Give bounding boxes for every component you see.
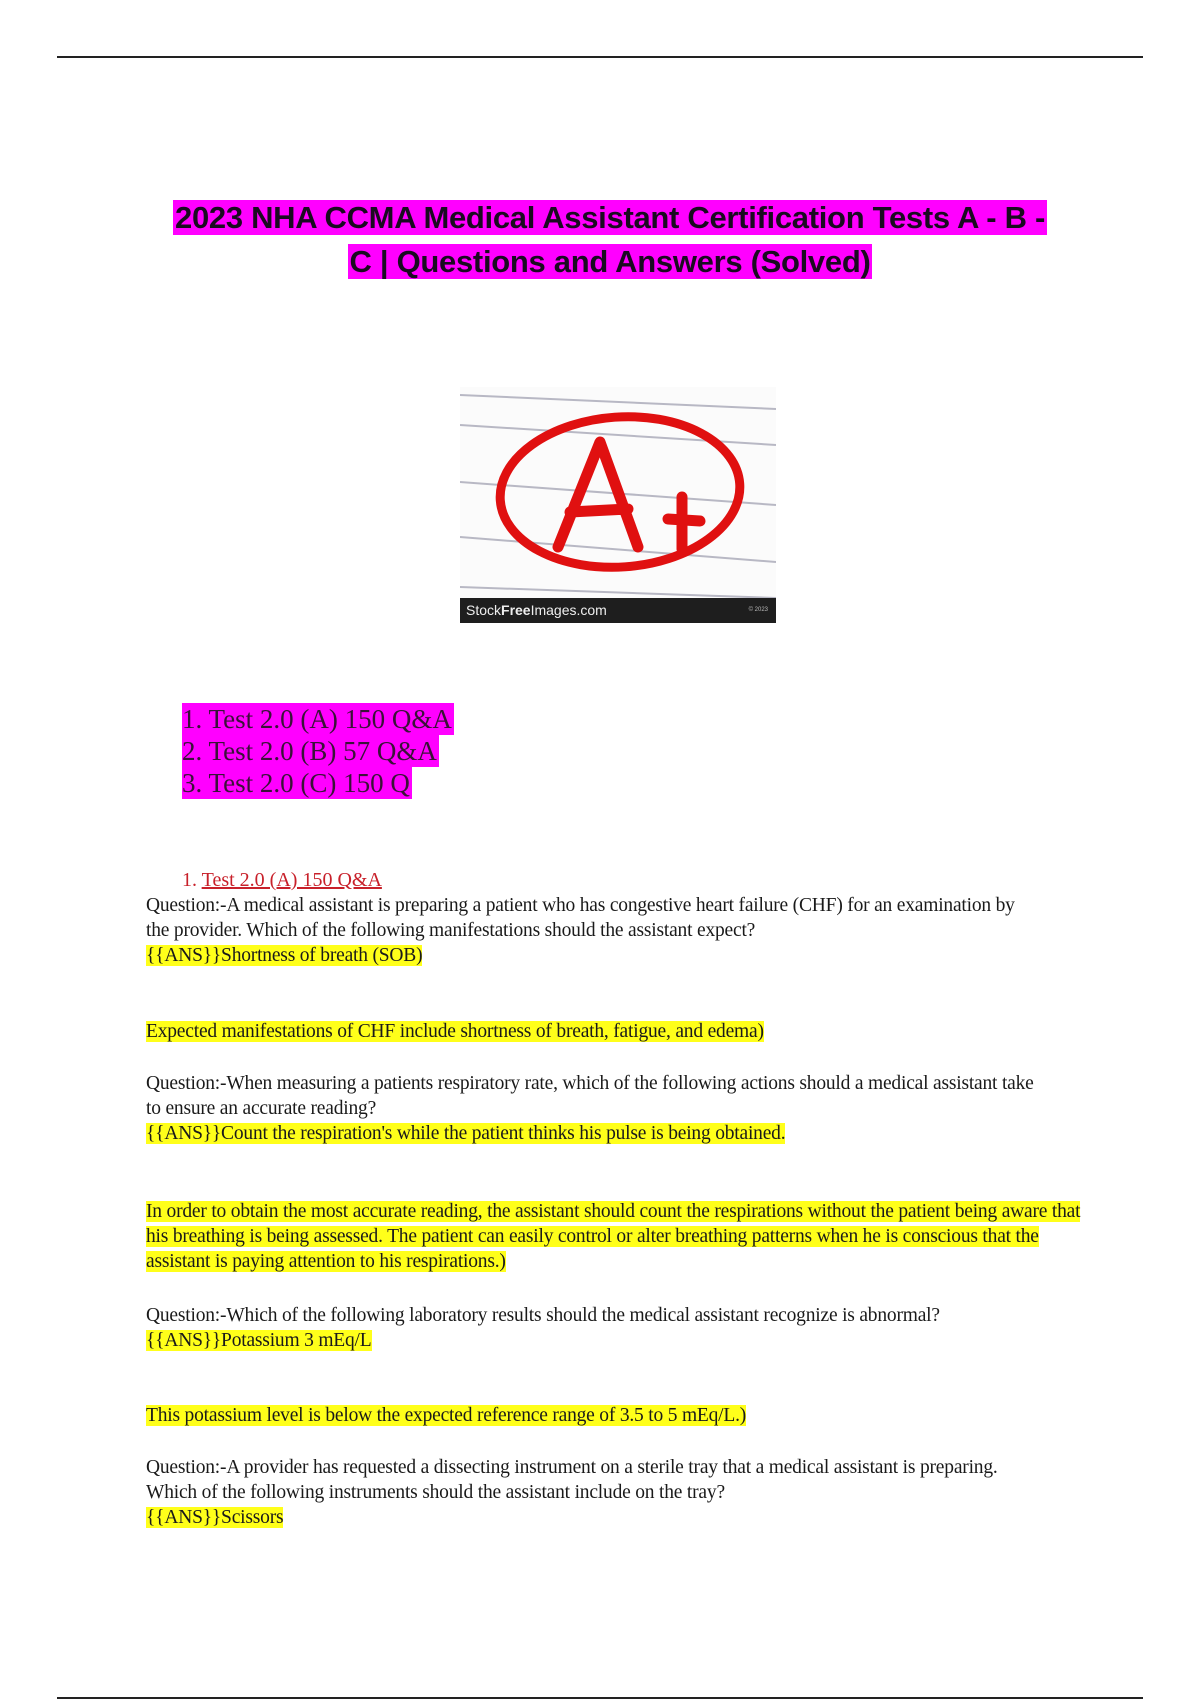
answer-text: {{ANS}}Potassium 3 mEq/L — [146, 1330, 372, 1351]
toc-item[interactable]: 3. Test 2.0 (C) 150 Q — [182, 768, 410, 798]
explanation-text: Expected manifestations of CHF include shortness of breath, fatigue, and edema) — [146, 1021, 764, 1042]
table-of-contents — [182, 703, 454, 799]
question-block — [146, 1303, 1106, 1353]
answer-text: {{ANS}}Shortness of breath (SOB) — [146, 945, 423, 966]
footer-rule — [57, 1697, 1143, 1699]
toc-item[interactable]: 1. Test 2.0 (A) 150 Q&A — [182, 704, 452, 734]
header-rule — [57, 56, 1143, 58]
toc-item[interactable]: 2. Test 2.0 (B) 57 Q&A — [182, 736, 437, 766]
question-text: Question:-A provider has requested a dissecting instrument on a sterile tray that a medical assistant is preparing. Which of the following instruments should the assistant include on the tray? — [146, 1457, 998, 1503]
explanation-block — [146, 1199, 1096, 1274]
answer-text: {{ANS}}Count the respiration's while the patient thinks his pulse is being obtained. — [146, 1123, 786, 1144]
question-block — [146, 1455, 1046, 1530]
section-number: 1. — [182, 869, 197, 891]
a-plus-grade-image — [460, 387, 776, 623]
question-block — [146, 893, 1106, 968]
explanation-text: This potassium level is below the expected reference range of 3.5 to 5 mEq/L.) — [146, 1405, 747, 1426]
title-line-1: 2023 NHA CCMA Medical Assistant Certification Tests A - B - — [175, 200, 1045, 235]
question-text: Question:-Which of the following laboratory results should the medical assistant recognize is abnormal? — [146, 1305, 940, 1326]
explanation-block — [146, 1403, 1106, 1428]
answer-text: {{ANS}}Scissors — [146, 1507, 284, 1528]
a-plus-graphic — [460, 387, 776, 598]
image-credit: StockFreeImages.com © 2023 — [460, 598, 776, 623]
title-line-2: C | Questions and Answers (Solved) — [349, 244, 871, 279]
explanation-text: In order to obtain the most accurate reading, the assistant should count the respirations without the patient being aware that his breathing is being assessed. The patient can easily control or alter breathing patterns when he is conscious that the assistant is paying attention to his respirations.) — [146, 1201, 1081, 1272]
question-text: Question:-When measuring a patients respiratory rate, which of the following actions should a medical assistant take to ensure an accurate reading? — [146, 1073, 1034, 1119]
question-block — [146, 1071, 1106, 1146]
question-text: Question:-A medical assistant is preparing a patient who has congestive heart failure (CHF) for an examination by the provider. Which of the following manifestations should the assistant expect? — [146, 895, 1015, 941]
explanation-block — [146, 1019, 1106, 1044]
section-heading — [182, 869, 382, 892]
section-title-link[interactable]: Test 2.0 (A) 150 Q&A — [201, 869, 382, 891]
document-title — [120, 196, 1100, 284]
